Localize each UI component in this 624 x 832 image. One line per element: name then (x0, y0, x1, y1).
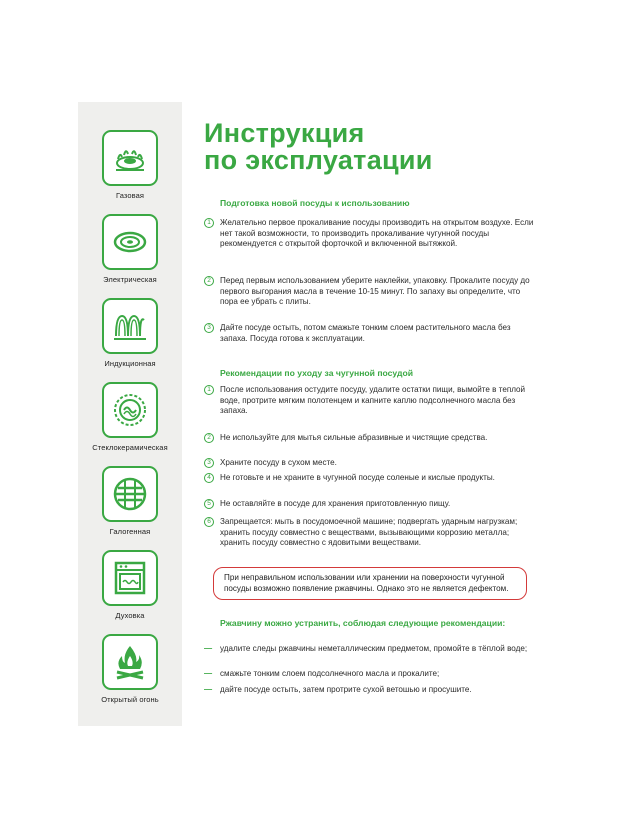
icon-frame (102, 214, 158, 270)
list-item (204, 517, 534, 549)
open-fire-icon (110, 642, 150, 682)
glass-ceramic-icon (110, 390, 150, 430)
induction-coil-icon (110, 306, 150, 346)
sidebar-item-label: Электрическая (103, 275, 157, 284)
list-item-text: смажьте тонким слоем подсолнечного масла и прокалите; (220, 669, 440, 678)
title-line-1: Инструкция (204, 118, 365, 148)
cooktop-compatibility-sidebar (78, 102, 182, 726)
number-badge: 2 (204, 276, 214, 286)
list-item (204, 323, 534, 344)
icon-frame (102, 466, 158, 522)
electric-hob-icon (110, 222, 150, 262)
list-item (204, 669, 534, 680)
sidebar-item-label: Индукционная (104, 359, 156, 368)
sidebar-item-open-fire (78, 634, 182, 704)
sidebar-item-induction (78, 298, 182, 368)
dash-bullet: — (204, 685, 213, 694)
sidebar-item-gas (78, 130, 182, 200)
list-item-text: Желательно первое прокаливание посуды производить на открытом воздухе. Если нет такой возможности, то производить прокаливание чугунной посуды рекомендуется с открытой форточкой и включенной вытяжкой. (220, 218, 534, 249)
sidebar-item-halogen (78, 466, 182, 536)
rust-warning-box: При неправильном использовании или хранении на поверхности чугунной посуды возможно появление ржавчины. Однако это не является дефектом. (213, 567, 527, 600)
dash-bullet: — (204, 644, 213, 653)
icon-frame (102, 130, 158, 186)
gas-burner-icon (110, 138, 150, 178)
list-item (204, 458, 534, 469)
list-item (204, 644, 534, 655)
icon-frame (102, 634, 158, 690)
list-item-text: Не готовьте и не храните в чугунной посуде соленые и кислые продукты. (220, 473, 495, 482)
sidebar-item-label: Духовка (115, 611, 145, 620)
list-item-text: Не оставляйте в посуде для хранения приготовленную пищу. (220, 499, 451, 508)
number-badge: 4 (204, 473, 214, 483)
list-item-text: Дайте посуде остыть, потом смажьте тонким слоем растительного масла без запаха. Посуда готова к эксплуатации. (220, 323, 511, 343)
icon-frame (102, 550, 158, 606)
list-item (204, 218, 534, 250)
list-item (204, 276, 534, 308)
section-title-preparation: Подготовка новой посуды к использованию (220, 198, 410, 208)
list-item-text: Храните посуду в сухом месте. (220, 458, 337, 467)
list-item-text: удалите следы ржавчины неметаллическим предметом, промойте в тёплой воде; (220, 644, 528, 653)
sidebar-item-label: Газовая (115, 191, 145, 200)
oven-icon (110, 558, 150, 598)
list-item-text: Не используйте для мытья сильные абразивные и чистящие средства. (220, 433, 488, 442)
instructions-content (204, 118, 534, 694)
sidebar-item-oven (78, 550, 182, 620)
title-line-2: по эксплуатации (204, 145, 433, 175)
list-item (204, 499, 534, 510)
list-item (204, 685, 534, 696)
number-badge: 6 (204, 517, 214, 527)
number-badge: 1 (204, 218, 214, 228)
icon-frame (102, 382, 158, 438)
list-item-text: Перед первым использованием уберите наклейки, упаковку. Прокалите посуду до первого выгорания масла в течение 10-15 минут. По запаху вы определите, что пора ее убрать с плиты. (220, 276, 530, 307)
number-badge: 1 (204, 385, 214, 395)
list-item-text: После использования остудите посуду, удалите остатки пищи, вымойте в теплой воде, протрите мягким полотенцем и капните каплю подсолнечного масла без запаха. (220, 385, 526, 416)
halogen-icon (110, 474, 150, 514)
list-item-text: Запрещается: мыть в посудомоечной машине; подвергать ударным нагрузкам; хранить посуду совместно с веществами, вызывающими коррозию металла; хранить посуду совместно с ядовитыми веществами. (220, 517, 518, 548)
number-badge: 3 (204, 323, 214, 333)
number-badge: 2 (204, 433, 214, 443)
sidebar-item-electric (78, 214, 182, 284)
sidebar-item-label: Галогенная (109, 527, 151, 536)
list-item (204, 433, 534, 444)
sidebar-item-label: Стеклокерамическая (92, 443, 168, 452)
icon-frame (102, 298, 158, 354)
sidebar-item-label: Открытый огонь (101, 695, 159, 704)
list-item-text: дайте посуде остыть, затем протрите сухой ветошью и просушите. (220, 685, 472, 694)
page-title (204, 120, 534, 174)
section-title-care: Рекомендации по уходу за чугунной посудой (220, 368, 413, 378)
list-item (204, 385, 534, 417)
number-badge: 3 (204, 458, 214, 468)
list-item (204, 473, 534, 484)
section-title-rust-removal: Ржавчину можно устранить, соблюдая следующие рекомендации: (220, 618, 506, 628)
dash-bullet: — (204, 669, 213, 678)
number-badge: 5 (204, 499, 214, 509)
sidebar-item-glass-ceramic (78, 382, 182, 452)
